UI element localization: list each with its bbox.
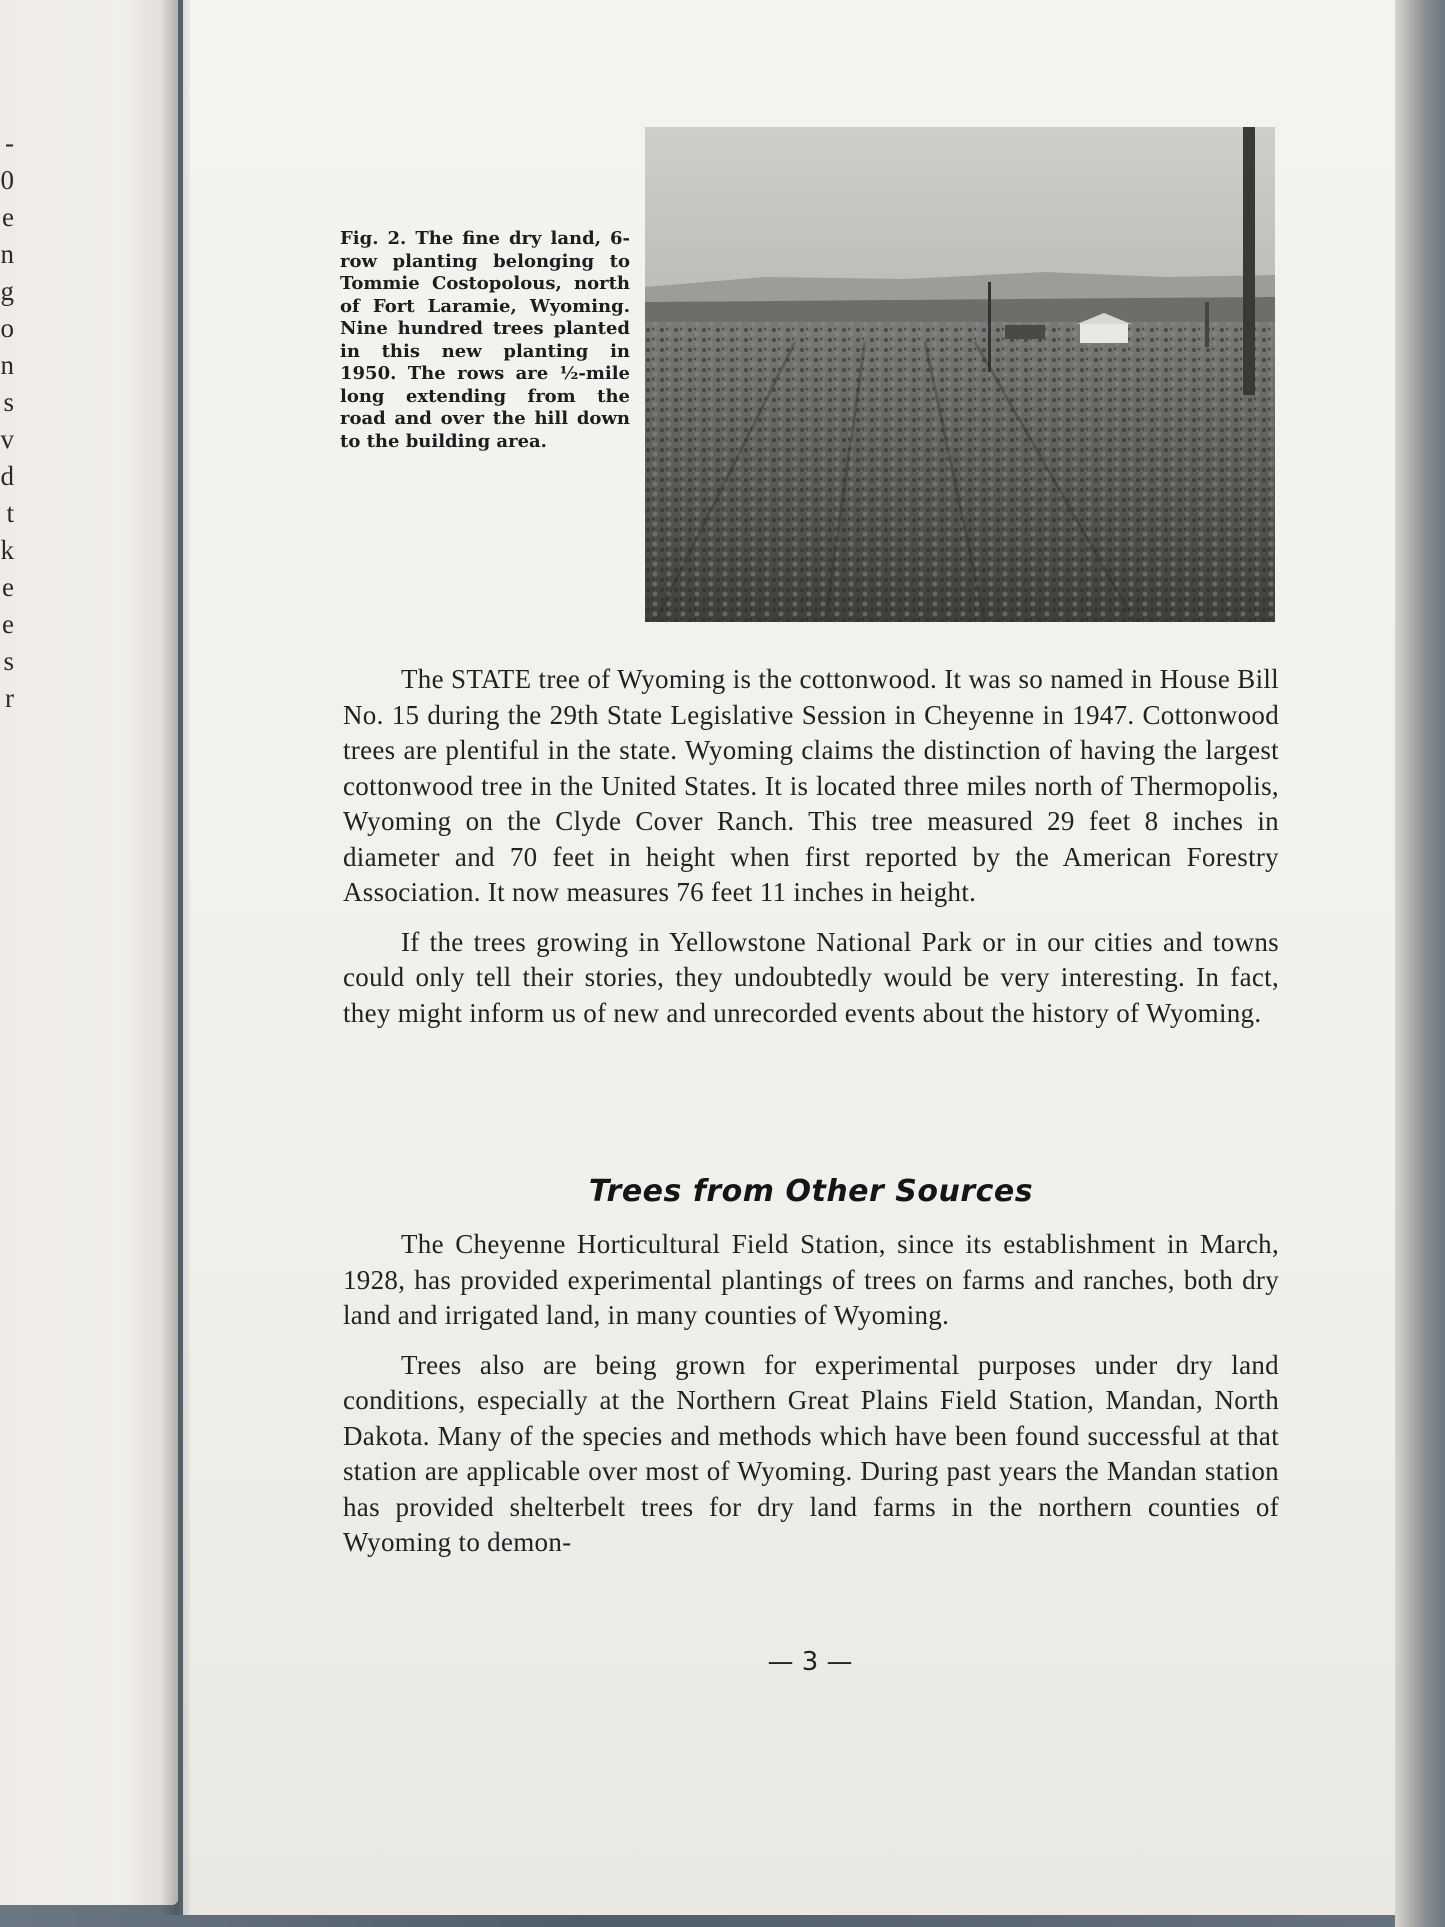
left-page-edge-text (0, 125, 14, 717)
book-gutter (160, 0, 190, 1915)
edge-letter: e (2, 202, 14, 232)
section-heading: Trees from Other Sources (588, 1174, 1034, 1209)
edge-letter: k (0, 535, 14, 565)
edge-letter: r (5, 683, 14, 713)
paragraph-cheyenne-station: The Cheyenne Horticultural Field Station, since its establishment in March, 1928, has provided experimental plantings of trees on farms and ranches, both dry land and irrigated land, in many counties of Wyoming. (343, 1229, 1279, 1330)
figure-photo-field-planting (645, 127, 1275, 622)
edge-letter: e (2, 572, 14, 602)
edge-letter: e (2, 609, 14, 639)
photo-illustration (645, 127, 1275, 622)
page-number: — 3 — (767, 1647, 853, 1677)
edge-letter: n (0, 239, 14, 269)
edge-letter: o (0, 313, 14, 343)
page-edge (1395, 0, 1445, 1927)
edge-letter: t (6, 498, 14, 528)
edge-letter: s (3, 387, 14, 417)
edge-letter: s (3, 646, 14, 676)
left-facing-page (0, 0, 178, 1905)
edge-letter: g (0, 276, 14, 306)
paragraph-state-tree: The STATE tree of Wyoming is the cottonwood. It was so named in House Bill No. 15 during the 29th State Legislative Session in Cheyenne in 1947. Cottonwood trees are plentiful in the state. Wyoming claims the distinction of having the largest cottonwood tree in the United States. It is located three miles north of Thermopolis, Wyoming on the Clyde Cover Ranch. This tree measured 29 feet 8 inches in diameter and 70 feet in height when first reported by the American Forestry Association. It now measures 76 feet 11 inches in height. (343, 664, 1279, 907)
paragraph-yellowstone: If the trees growing in Yellowstone National Park or in our cities and towns could only tell their stories, they undoubtedly would be very interesting. In fact, they might inform us of new and unrecorded events about the history of Wyoming. (343, 926, 1279, 1028)
edge-letter: v (0, 424, 14, 454)
edge-letter: 0 (0, 165, 14, 195)
figure-caption-text: The fine dry land, 6-row planting belonging to Tommie Costopolous, north of Fort Laramie, Wyoming. Nine hundred trees planted in this new planting in 1950. The rows are ½-mile long extending from the road and over the hill down to the building area. (340, 228, 630, 452)
body-text-lower (343, 1227, 1279, 1575)
body-text-upper (343, 662, 1279, 1045)
figure-caption (340, 228, 630, 453)
edge-letter: d (0, 461, 14, 491)
paragraph-mandan-station: Trees also are being grown for experimental purposes under dry land conditions, especially at the Northern Great Plains Field Station, Mandan, North Dakota. Many of the species and methods which have been found successful at that station are applicable over most of Wyoming. During past years the Mandan station has provided shelterbelt trees for dry land farms in the northern counties of Wyoming to demon- (343, 1349, 1279, 1557)
figure-caption-label: Fig. 2. (340, 228, 407, 249)
edge-letter: - (5, 128, 14, 158)
edge-letter: n (0, 350, 14, 380)
